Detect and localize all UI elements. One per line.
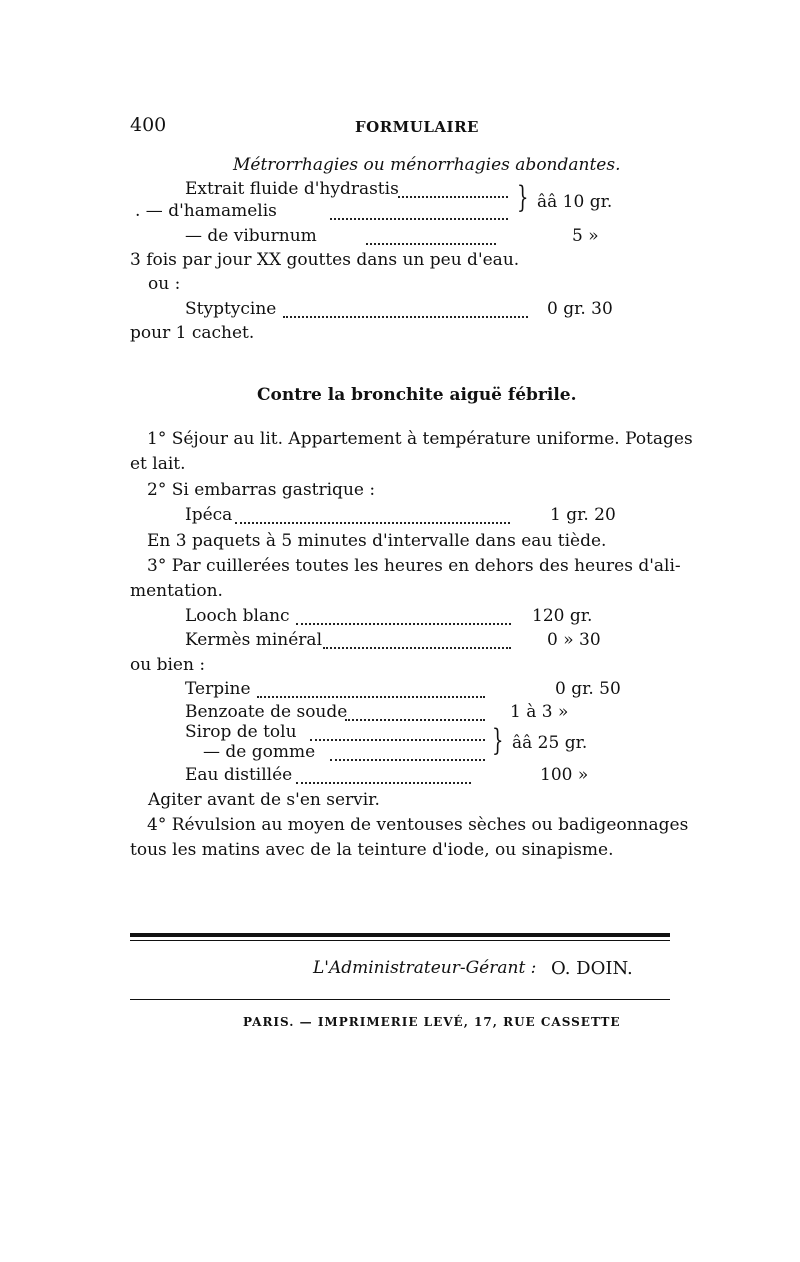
brace-quantity: ââ 10 gr. [537,192,613,212]
dot-leader [310,739,485,741]
recipe-item-eau: Eau distillée [185,765,293,785]
recipe-qty-styptycine: 0 gr. 30 [547,299,613,319]
recipe-item-viburnum: — de viburnum [185,226,317,246]
recipe-item-hydrastis: Extrait fluide d'hydrastis [185,179,399,199]
dot-leader [345,719,485,721]
running-title: FORMULAIRE [355,118,479,136]
paragraph-1-line-2: et lait. [130,454,186,474]
recipe-item-hamamelis: . — d'hamamelis [135,201,277,221]
recipe-qty-ipeca: 1 gr. 20 [550,505,616,525]
dot-leader [296,782,471,784]
dot-leader [323,647,511,649]
recipe-item-looch: Looch blanc [185,606,290,626]
recipe-qty-terpine: 0 gr. 50 [555,679,621,699]
gerant-label: L'Administrateur-Gérant : [313,958,537,978]
dot-leader [366,243,496,245]
dot-leader [330,218,508,220]
recipe-qty-eau: 100 » [540,765,589,785]
dot-leader [235,522,510,524]
recipe-item-sirop-tolu: Sirop de tolu [185,722,297,742]
paragraph-4-line-2: tous les matins avec de la teinture d'iode, ou sinapisme. [130,840,614,860]
section-heading-metrorrhagies: Métrorrhagies ou ménorrhagies abondantes. [233,155,621,175]
paragraph-4-line-1: 4° Révulsion au moyen de ventouses sèches ou badigeonnages [147,815,689,835]
dot-leader [398,196,508,198]
recipe-qty-benzoate: 1 à 3 » [510,702,569,722]
page-number: 400 [130,114,167,136]
brace: } [517,180,529,215]
instruction-dosage: 3 fois par jour XX gouttes dans un peu d'eau. [130,250,520,270]
paquets-note: En 3 paquets à 5 minutes d'intervalle dans eau tiède. [147,531,607,551]
recipe-qty-looch: 120 gr. [532,606,593,626]
dot-leader [330,759,485,761]
recipe-item-terpine: Terpine [185,679,251,699]
imprint-line: PARIS. — IMPRIMERIE LEVÉ, 17, RUE CASSETTE [243,1015,621,1029]
brace: } [492,723,504,758]
recipe-item-styptycine: Styptycine [185,299,277,319]
recipe-item-ipeca: Ipéca [185,505,233,525]
or-label: ou : [148,274,181,294]
ou-bien-label: ou bien : [130,655,206,675]
dot-leader [257,696,485,698]
sirop-brace-quantity: ââ 25 gr. [512,733,588,753]
recipe-qty-kermes: 0 » 30 [547,630,601,650]
dot-leader [296,623,511,625]
paragraph-2: 2° Si embarras gastrique : [147,480,376,500]
recipe-item-benzoate: Benzoate de soude [185,702,348,722]
footer-rule-thin [130,940,670,941]
paragraph-3-line-1: 3° Par cuillerées toutes les heures en dehors des heures d'ali- [147,556,681,576]
gerant-name: O. DOIN. [551,958,633,979]
cachet-note: pour 1 cachet. [130,323,255,343]
footer-rule-thick [130,933,670,937]
section-heading-bronchite: Contre la bronchite aiguë fébrile. [257,385,577,405]
paragraph-1-line-1: 1° Séjour au lit. Appartement à température uniforme. Potages [147,429,693,449]
imprint-rule [130,999,670,1000]
dot-leader [283,316,528,318]
paragraph-3-line-2: mentation. [130,581,223,601]
recipe-item-sirop-gomme: — de gomme [203,742,316,762]
recipe-qty-viburnum: 5 » [572,226,599,246]
recipe-item-kermes: Kermès minéral [185,630,323,650]
agiter-note: Agiter avant de s'en servir. [148,790,380,810]
